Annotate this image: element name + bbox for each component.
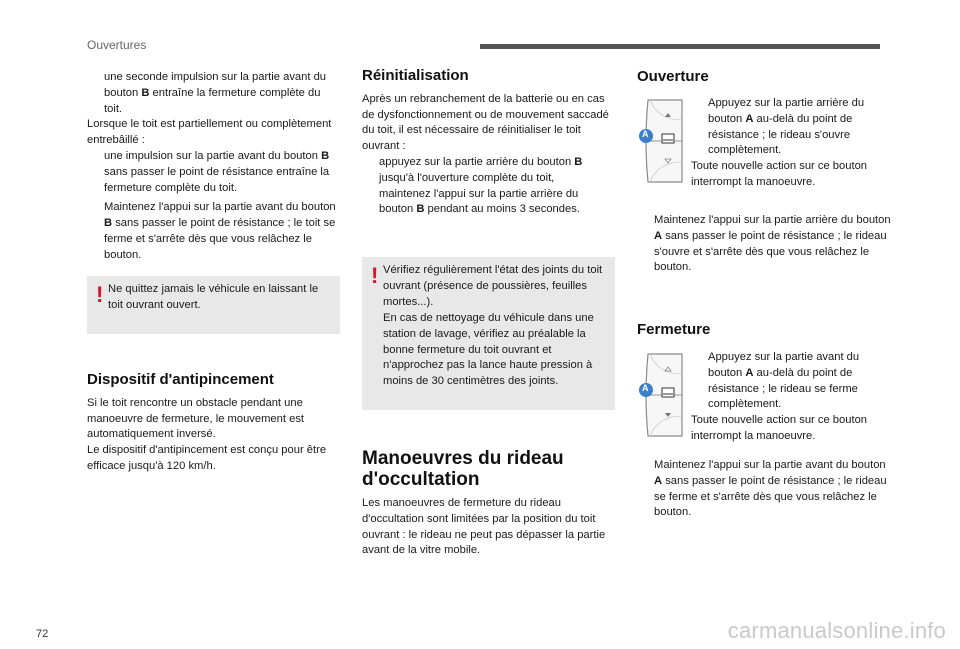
bullet-item: une seconde impulsion sur la partie avant du bouton B entraîne la fermeture complète du toit. xyxy=(104,71,327,115)
section-reinitialisation xyxy=(362,68,615,218)
paragraph: Lorsque le toit est partiellement ou complètement entrebâillé : xyxy=(87,118,332,147)
ouverture-text-2 xyxy=(637,213,892,276)
bullet-item: appuyez sur la partie arrière du bouton B jusqu'à l'ouverture complète du toit, xyxy=(379,155,583,184)
section-title: Manoeuvres du rideau d'occultation xyxy=(362,448,564,490)
warning-box xyxy=(87,276,340,334)
section-title: Réinitialisation xyxy=(362,67,469,84)
roof-switch-icon xyxy=(638,350,686,440)
bullet-item: une impulsion sur la partie avant du bouton B sans passer le point de résistance entraîne la fermeture complète du toit. xyxy=(104,149,330,194)
section-title-ouverture: Ouverture xyxy=(637,68,709,85)
warning-icon: ! xyxy=(96,282,104,307)
label-a: A xyxy=(642,129,649,139)
fermeture-text xyxy=(691,350,891,445)
header-bar xyxy=(480,44,880,49)
roof-switch-icon xyxy=(638,96,686,186)
paragraph: Après un rebranchement de la batterie ou en cas de dysfonctionnement ou de mouvement saccadé du toit, il est nécessaire de réinitialiser le toit ouvrant : xyxy=(362,92,609,153)
bullet-item: Appuyez sur la partie arrière du bouton A au-delà du point de résistance ; le rideau s'ouvre complètement. xyxy=(708,97,865,157)
paragraph: Le dispositif d'antipincement est conçu pour être efficace jusqu'à 120 km/h. xyxy=(87,444,327,472)
paragraph: Les manoeuvres de fermeture du rideau d'occultation sont limitées par la position du toit ouvrant : le rideau ne peut pas dépasser la partie avant de la vitre mobile. xyxy=(362,497,606,557)
bullet-item: Appuyez sur la partie avant du bouton A au-delà du point de résistance ; le rideau se ferme complètement. xyxy=(708,351,860,411)
running-header: Ouvertures xyxy=(87,38,147,52)
bullet-item: Maintenez l'appui sur la partie avant du bouton A sans passer le point de résistance ; le rideau se ferme et s'arrête dès que vous relâchez le bouton. xyxy=(654,459,887,519)
paragraph: Si le toit rencontre un obstacle pendant une manoeuvre de fermeture, le mouvement est automatiquement inversé. xyxy=(87,396,305,441)
fermeture-text-2 xyxy=(637,458,892,521)
section-rideau xyxy=(362,448,615,559)
warning-text: En cas de nettoyage du véhicule dans une station de lavage, vérifiez au préalable la bonne fermeture du toit ouvrant et n'approchez pas la lance haute pression à moins de 30 centimètres des joints. xyxy=(383,312,594,388)
section-title-fermeture: Fermeture xyxy=(637,321,711,338)
paragraph: Toute nouvelle action sur ce bouton interrompt la manoeuvre. xyxy=(691,160,868,188)
warning-box xyxy=(362,257,615,410)
button-a-illustration xyxy=(638,96,686,186)
bullet-item: maintenez l'appui sur la partie arrière du bouton B pendant au moins 3 secondes. xyxy=(379,187,580,216)
ouverture-text xyxy=(691,96,891,191)
bullet-item: Maintenez l'appui sur la partie avant du bouton B sans passer le point de résistance ; le toit se ferme et s'arrête dès que vous relâchez le bouton. xyxy=(104,201,336,261)
page-number: 72 xyxy=(36,628,49,640)
column-1 xyxy=(87,70,340,264)
section-antipincement xyxy=(87,372,340,475)
warning-icon: ! xyxy=(371,263,379,288)
label-a: A xyxy=(642,383,649,393)
warning-text: Ne quittez jamais le véhicule en laissant le toit ouvrant ouvert. xyxy=(108,283,319,311)
paragraph: Toute nouvelle action sur ce bouton interrompt la manoeuvre. xyxy=(691,414,868,442)
bullet-item: Maintenez l'appui sur la partie arrière du bouton A sans passer le point de résistance ; le rideau s'ouvre et s'arrête dès que vous relâchez le bouton. xyxy=(654,214,891,274)
watermark: carmanualsonline.info xyxy=(727,618,946,643)
button-a-illustration xyxy=(638,350,686,440)
warning-text: Vérifiez régulièrement l'état des joints du toit ouvrant (présence de poussières, feuilles mortes...). xyxy=(383,264,603,308)
section-title: Dispositif d'antipincement xyxy=(87,371,274,388)
